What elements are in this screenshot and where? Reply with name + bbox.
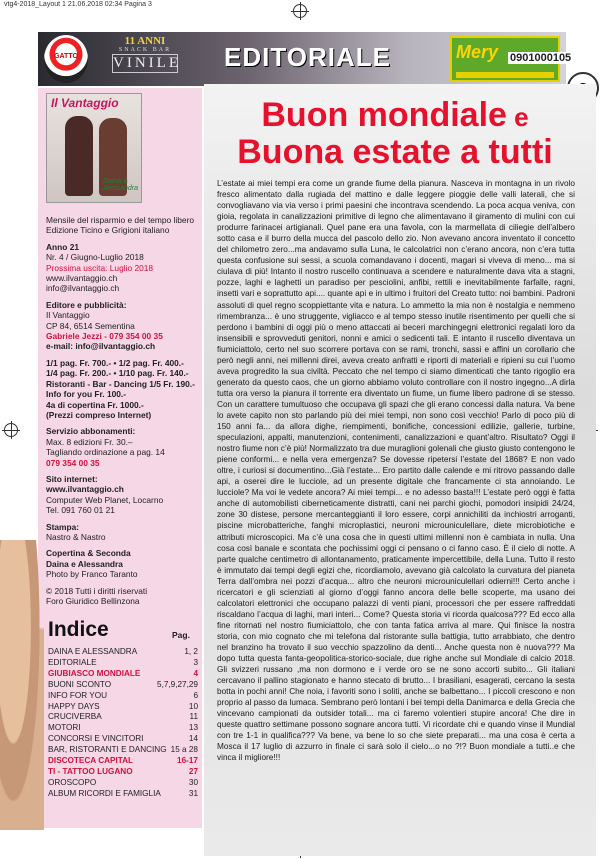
index-row <box>48 723 198 734</box>
colophon-line: CP 84, 6514 Sementina <box>46 320 135 331</box>
colophon-line: Il Vantaggio <box>46 310 90 321</box>
colophon-line: Computer Web Planet, Locarno <box>46 494 164 505</box>
registration-mark-left <box>4 423 18 437</box>
colophon-line: Photo by Franco Taranto <box>46 569 138 580</box>
colophon-block <box>46 215 198 236</box>
gatto-logo: GATTO <box>44 35 88 83</box>
index-pag-label: Pag. <box>172 630 190 640</box>
colophon-line: Info for you Fr. 100.- <box>46 389 127 400</box>
index-label: EDITORIALE <box>48 657 97 667</box>
editorial-article-text: L’estate ai miei tempi era come un grande fiume della pianura. Nasceva in montagna in un rivolo fresco alimentato dalla rugiada del mattino e dalle leggere pioggie delle valli laterali, che si convogliavano via via verso i primi paesini che incontrava scendendo. La poca acqua veniva, con gioia, regolata in canalizzazioni primitive di legno che alimentavano il giramento di mulini con cui produrre farinacei artigianali. Quel pane era una favola, con la marmellata di ciliegie dell’albero sotto casa e il burro della mucca del pascolo dello zio. Non avevano ancora inventato il concetto del chilometro zero...ma andavamo sulla Luna, le calcolatrici non c’erano ancora, non c’era tutta questa confusione sui sessi, a scuola comandavano i docenti, magari si viveva di meno... ma si ciulava di più! Intanto il nostro ruscello continuava a scendere e naturalmente dava vita a stagni, pozze, laghi e laghetti un paradiso per pesciolini, anfibi, rettili e inevitabilmente farfalle, ragni, insetti vari e soprattutto api.... quante api e in ultimo i fruitori del Creato tutto: noi bambini. Padroni assoluti di quel regno scoppiettante vita e natura. Lo ammetto la mia non è nostalgia e nemmeno rimembranza... è uno struggente, vigliacco e al tempo stesso inutile risentimento per quelli che si perdono i bambini di oggi più o meno attaccati ai beceri marchingegni elettronici regalati loro da insensibili e sprovveduti genitori, nonni e amici o sedicenti tali. E intanto il ruscello diventava un fiumiciattolo, certo nel suo scorrere portava con se rami, tronchi, sassi e affini un corollario che però negli anni, nei millenni direi, aveva creato anfratti e riporti di materiali e ripieni su cui l’uomo aveva progredito la sua civiltà. Peccato che nel tempo ci siamo dimenticati che tanto rigoglio era generato da questo caos, che un giorno abbiamo voluto controllare con il nostro ingegno...A dirla tutta ora verso la pianura il torrente era diventato un fiume, un fiume libero padrone di se stesso. Con un carattere tumultuoso che occupava gli spazi che gli erano concessi dalla natura. Va bene lo avete capito non sto parlando più dei miei tempi, non sono così vecchio! Parlo di poco più di 150 anni fa... da allora dighe, riempimenti, bonifiche, concessioni edilizie, gallerie, turbine, speculazioni, appalti, manutenzioni, contenimenti, canalizzazioni e quant’altro. Risultato? Oggi il nostro fiume non c’è più! Normalizzato tra due muraglioni golenali che giusto giusto contengono le piene conformi... e nella vera emergenza? Se dovesse ripetersi l’estate del 1868? E non vado oltre, i curiosi si documentino...Già l’estate... Ero partito dalle calende e mi ritrovo passando dalle api, a oserei dire le lucciole, ad un presente digitale che francamente ci sta annoiando. Le lucciole? Ma voi le vedete ancora? Ai miei tempi... e no adesso basta!!! L’estate però oggi è fatta anche di automobilisti ciberneticamente distratti, cani nei parchi giochi, pomodori insipidi 24/24, zone 30 distese, persone mercanteggianti il loro essere, corpi annichiliti da inchiostri arroganti, piscine microbatteriche, fanghi microplastici, neuroni microuniculellare, diete microbiotiche e attributi microscopici. Ma c’è una cosa che in questi ultimi millenni non è cambiata in nulla. Una cosa così banale e scontata che pochissimi oggi ci pensano o ci fanno caso. È il cielo di notte. A parte qualche centimetro di allontanamento, praticamente impercettibile, della Luna. Tutto il resto è immutato dai tempi degli egizi che, ricordiamolo, avevano già calcolato la curvatura del pianeta Terra dall’ombra nei pozzi d’acqua... altro che neuroni microuniculellari odierni!!! Certo anche i ricercatori e gli scienziati al giorno d’oggi fanno ancora delle belle scoperte, ma usano dei calcolatori elettronici che occupano palazzi di venti piani, processori che per essere raffreddati riscaldano l’acqua di laghi, mari interi... Come? Questa storia vi ricorda qualcosa??? Ed ecco alla fine ritornati nel nostro fiumiciattolo, che con tanta fatica arriva al mare. Qui finisce la nostra storia, con mio cognato che mi telefona dal ristorante sulla battigia, tutto arrabbiato, che dentro nel branzino ha trovato il suo vecchio spazzolino da denti... Anche questa non è nuova??? Ma dopo tutta questa fanta-geopolitica-storico-sociale, due righe anche sul Mondiale di calcio 2018. Gli svizzeri russano ,ma non dormono e i verde oro se ne sono accorti subito... Gli italiani cercavano il pallino stagionato e hanno stecato di brutto... I brasiliani, esagerati, cercano la sesta botta in pochi anni! Che noia, i favoriti sono i soliti, anche se balbettano... I piccoli crescono e non proprio al passo da lumaca. Sembrano però lontani i bei tempi della Danimarca e della Grecia che vincevano campionati da outsider totali... ma ci faremo volentieri stupire ancora! Che dire in queste quattro settimane possono sognare ancora tutti. Vi ricordate chi e quando vinse il Mundial con tre 1-1 in qualifica??? Va bene, va bene lo so che siete preparati... ma una cosa è certa a Mosca il 17 luglio di azzurro in finale ci sarà solo il cielo...o no ?!? Buon mondiale a tutti..e che vinca il migliore!!! <box>217 179 575 763</box>
colophon-block <box>46 522 198 543</box>
index-row <box>48 756 198 767</box>
colophon-line: Daina e Alessandra <box>46 558 123 569</box>
colophon-line: 1/4 pag. Fr. 200.- • 1/10 pag. Fr. 140.- <box>46 368 189 379</box>
index-label: GIUBIASCO MONDIALE <box>48 668 141 678</box>
colophon-line: Nastro & Nastro <box>46 531 106 542</box>
magazine-cover-thumbnail: Il Vantaggio Daina & Alessandra <box>46 93 142 203</box>
index-title: Indice <box>48 618 109 641</box>
colophon-line: 4a di copertina Fr. 1000.- <box>46 399 144 410</box>
index-row <box>48 778 198 789</box>
colophon-line: Servizio abbonamenti: <box>46 426 136 437</box>
index-label: DAINA E ALESSANDRA <box>48 647 138 656</box>
vinile-logo: 11 ANNI SNACK BAR VINILE <box>113 35 181 71</box>
index-row <box>48 702 198 713</box>
index-page: 30 <box>188 777 198 787</box>
registration-mark-top <box>293 4 307 18</box>
headline: Buon mondiale e Buona estate a tutti <box>237 96 553 171</box>
index-label: ALBUM RICORDI E FAMIGLIA <box>48 788 161 798</box>
colophon-line: © 2018 Tutti i diritti riservati <box>46 585 148 596</box>
index-page: 1, 2 <box>184 647 198 656</box>
index-label: OROSCOPO <box>48 777 97 787</box>
colophon-line: Sito internet: <box>46 473 98 484</box>
colophon-block <box>46 474 198 516</box>
colophon-line: Stampa: <box>46 521 80 532</box>
index-page: 11 <box>189 712 198 722</box>
colophon-line: Foro Giuridico Bellinzona <box>46 596 140 606</box>
index-label: BUONI SCONTO <box>48 679 112 689</box>
index-page: 5,7,9,27,29 <box>157 679 198 689</box>
index-page: 27 <box>188 766 198 776</box>
colophon-line: 079 354 00 35 <box>46 457 100 468</box>
colophon-line: Gabriele Jezzi - 079 354 00 35 <box>46 331 163 342</box>
index-row <box>48 745 198 756</box>
colophon-text <box>46 215 198 612</box>
index-page: 15 a 28 <box>170 745 198 755</box>
index-row <box>48 767 198 778</box>
colophon-line: Anno 21 <box>46 241 80 252</box>
colophon-line: e-mail: info@ilvantaggio.ch <box>46 341 156 352</box>
mery-ad: Mery 0901000105 <box>450 36 560 82</box>
index-page: 3 <box>193 657 198 667</box>
section-title: EDITORIALE <box>224 42 391 72</box>
colophon-block <box>46 242 198 294</box>
colophon-block <box>46 586 198 607</box>
index-row <box>48 789 198 800</box>
colophon-block <box>46 300 198 352</box>
index-row <box>48 691 198 702</box>
index-label: DISCOTECA CAPITAL <box>48 756 134 766</box>
index-page: 31 <box>188 788 198 798</box>
colophon-line: Prossima uscita: Luglio 2018 <box>46 262 154 273</box>
index-page: 6 <box>193 690 198 700</box>
index-row <box>48 658 198 669</box>
colophon-line: Nr. 4 / Giugno-Luglio 2018 <box>46 252 144 263</box>
index-label: INFO FOR YOU <box>48 690 107 700</box>
index-row <box>48 712 198 723</box>
colophon-line: Edizione Ticino e Grigioni italiano <box>46 225 170 236</box>
index-label: CONCORSI E VINCITORI <box>48 734 144 744</box>
colophon-line: Tel. 091 760 01 21 <box>46 505 115 516</box>
colophon-line: Ristoranti - Bar - Dancing 1/5 Fr. 190.- <box>46 378 195 389</box>
colophon-line: Tagliando ordinazione a pag. 14 <box>46 447 165 458</box>
page-header <box>38 32 572 86</box>
colophon-block <box>46 426 198 468</box>
colophon-line: (Prezzi compreso Internet) <box>46 409 152 420</box>
index-page: 10 <box>188 701 198 711</box>
colophon-line: info@ilvantaggio.ch <box>46 283 120 294</box>
index-row <box>48 680 198 691</box>
index-label: MOTORI <box>48 723 81 733</box>
colophon-line: www.ilvantaggio.ch <box>46 484 124 495</box>
index-row <box>48 647 198 658</box>
colophon-block <box>46 358 198 420</box>
index-label: CRUCIVERBA <box>48 712 102 722</box>
index-label: BAR, RISTORANTI E DANCING <box>48 745 167 755</box>
index-page: 4 <box>193 668 198 678</box>
colophon-line: Mensile del risparmio e del tempo libero <box>46 215 195 225</box>
colophon-block <box>46 548 198 579</box>
index-label: TI - TATTOO LUGANO <box>48 766 133 776</box>
index-page: 16-17 <box>177 756 198 766</box>
index-page: 13 <box>188 723 198 733</box>
index-row <box>48 734 198 745</box>
colophon-line: www.ilvantaggio.ch <box>46 273 118 284</box>
model-photo <box>0 540 44 830</box>
index-list <box>48 647 198 800</box>
colophon-line: 1/1 pag. Fr. 700.- • 1/2 pag. Fr. 400.- <box>46 357 184 368</box>
colophon-line: Editore e pubblicità: <box>46 299 127 310</box>
colophon-line: Copertina & Seconda <box>46 548 131 559</box>
index-page: 14 <box>188 734 198 744</box>
index-row <box>48 669 198 680</box>
colophon-line: Max. 8 edizioni Fr. 30.– <box>46 436 133 447</box>
index-label: HAPPY DAYS <box>48 701 100 711</box>
print-slug: vtg4-2018_Layout 1 21.06.2018 02:34 Pagina 3 <box>4 1 152 8</box>
index-box <box>44 618 202 808</box>
